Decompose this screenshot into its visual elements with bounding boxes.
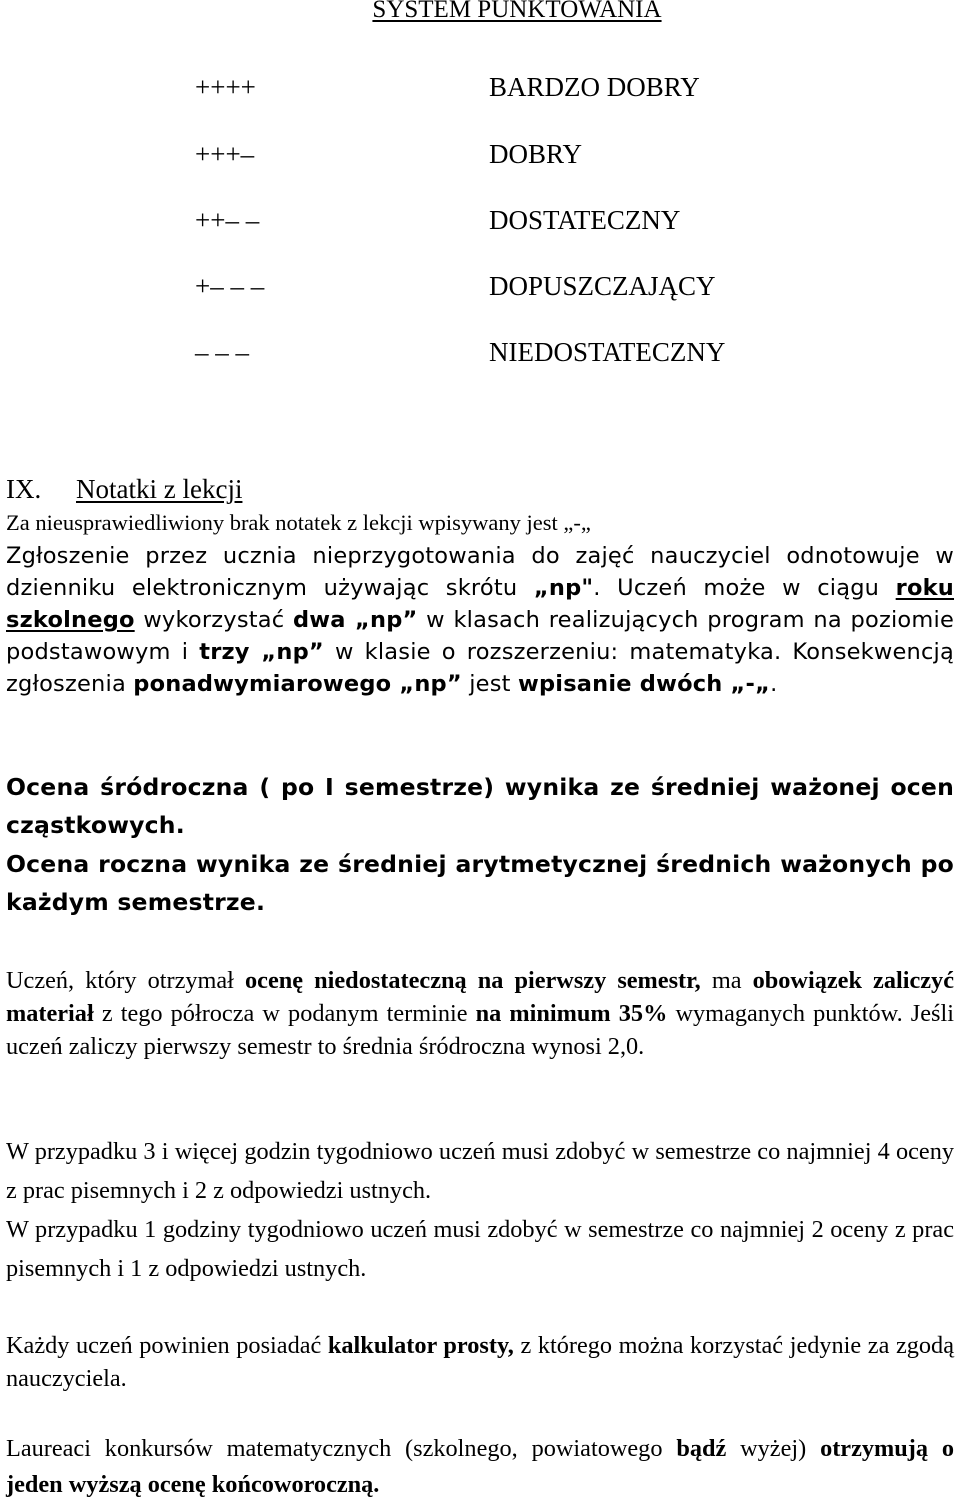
text-run-bold: otrzymują o jeden wyższą ocenę końcoworoczną.	[6, 1435, 954, 1498]
hours-one-paragraph: W przypadku 1 godziny tygodniowo uczeń musi zdobyć w semestrze co najmniej 2 oceny z prac pisemnych i 1 z odpowiedzi ustnych.	[6, 1216, 954, 1282]
text-run: Zgłoszenie przez ucznia nieprzygotowania do zajęć nauczyciel odnotowuje w dzienniku elektronicznym używając skrótu	[6, 543, 954, 601]
text-run: wymaganych punktów. Jeśli uczeń zaliczy pierwszy semestr to średnia śródroczna wynosi 2,0.	[6, 1000, 954, 1060]
annual-grade-paragraph: Ocena roczna wynika ze średniej arytmetycznej średnich ważonych po każdym semestrze.	[6, 850, 954, 916]
text-run-bold: kalkulator prosty,	[327, 1332, 514, 1359]
hours-three-paragraph: W przypadku 3 i więcej godzin tygodniowo uczeń musi zdobyć w semestrze co najmniej 4 oceny z prac pisemnych i 2 z odpowiedzi ustnych.	[6, 1138, 954, 1204]
page-title: SYSTEM PUNKTOWANIA	[372, 0, 662, 23]
text-run-bold: trzy „np”	[199, 639, 324, 665]
section-number: IX.	[6, 474, 42, 504]
grade-row	[0, 205, 960, 241]
text-run: z którego można korzystać jedynie za zgodą nauczyciela.	[6, 1332, 954, 1392]
calculator-paragraph	[6, 1329, 954, 1395]
grade-row	[0, 139, 960, 175]
text-run: Uczeń, który otrzymał	[6, 967, 246, 994]
text-run: jest	[461, 671, 518, 697]
grade-name: DOBRY	[489, 139, 583, 169]
notes-missing-paragraph: Za nieusprawiedliwiony brak notatek z lekcji wpisywany jest „-„	[6, 510, 591, 535]
text-run-bold: bądź	[676, 1435, 727, 1462]
grade-name: DOSTATECZNY	[489, 205, 681, 235]
grade-symbol: ++– –	[195, 205, 260, 235]
grade-name: DOPUSZCZAJĄCY	[489, 271, 716, 301]
text-run: wyżej)	[726, 1435, 821, 1462]
grade-symbol: +++–	[195, 139, 255, 169]
text-run: . Uczeń może w ciągu	[593, 575, 896, 601]
failing-grade-paragraph	[6, 964, 954, 1063]
text-run-bold: dwa „np”	[292, 607, 418, 633]
text-run-bold: ponadwymiarowego „np”	[133, 671, 462, 697]
text-run: Laureaci konkursów matematycznych (szkolnego, powiatowego	[6, 1435, 677, 1462]
text-run: w klasie o rozszerzeniu: matematyka.	[323, 639, 782, 665]
grade-name: BARDZO DOBRY	[489, 72, 700, 102]
grade-symbol: ++++	[195, 72, 256, 102]
text-run-bold-underline: roku szkolnego	[6, 575, 955, 633]
grade-row	[0, 72, 960, 108]
text-run-bold: „np"	[533, 575, 594, 601]
text-run: z tego półrocza w podanym terminie	[93, 1000, 476, 1027]
grade-name: NIEDOSTATECZNY	[489, 337, 726, 367]
grade-row	[0, 337, 960, 373]
section-heading	[6, 474, 242, 505]
text-run: wykorzystać	[134, 607, 293, 633]
text-run-bold: na minimum 35%	[475, 1000, 668, 1027]
text-run: Każdy uczeń powinien posiadać	[6, 1332, 328, 1359]
grade-row	[0, 271, 960, 307]
midterm-grade-paragraph: Ocena śródroczna ( po I semestrze) wynika ze średniej ważonej ocen cząstkowych.	[6, 773, 954, 839]
text-run: ma	[700, 967, 753, 994]
text-run: .	[770, 671, 778, 697]
grade-symbol: +– – –	[195, 271, 265, 301]
text-run: w klasach realizujących program na poziomie podstawowym i	[6, 607, 954, 665]
text-run-bold: obowiązek zaliczyć materiał	[6, 967, 954, 1027]
laureates-paragraph	[6, 1431, 954, 1502]
text-run-bold: wpisanie dwóch „-„	[518, 671, 771, 697]
text-run: Konsekwencją zgłoszenia	[6, 639, 954, 697]
notes-unprepared-paragraph	[6, 540, 954, 700]
text-run-bold: ocenę niedostateczną na pierwszy semestr,	[245, 967, 701, 994]
section-title: Notatki z lekcji	[76, 474, 243, 504]
grade-symbol: – – –	[195, 337, 249, 367]
